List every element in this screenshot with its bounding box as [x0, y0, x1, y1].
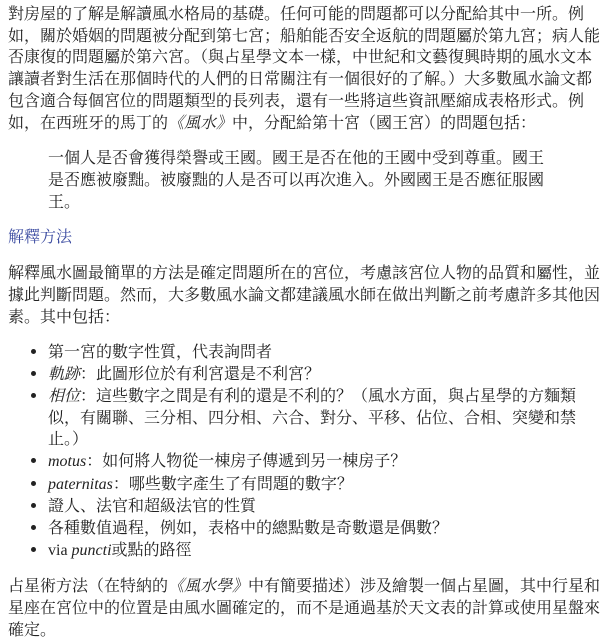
book-title: 《風水》	[168, 112, 233, 132]
item-text: ：這些數字之間是有利的還是不利的？（風水方面，與占星學的方麵類似，有關聯、三分相、四分相、六合、對分、平移、佔位、合相、突變和禁止。）	[48, 385, 577, 449]
item-term: motus	[48, 452, 87, 470]
item-text: ：如何將人物從一棟房子傳遞到另一棟房子？	[86, 450, 407, 470]
item-text: 第一宮的數字性質，代表詢問者	[48, 342, 273, 362]
list-item	[48, 363, 604, 385]
factor-list	[8, 341, 604, 561]
item-prefix: via	[48, 541, 72, 559]
item-text: ：此圖形位於有利宮還是不利宮？	[80, 364, 321, 384]
item-text: ：哪些數字產生了有問題的數字？	[112, 473, 353, 493]
list-item	[48, 517, 604, 539]
closing-paragraph	[8, 575, 604, 640]
item-term: 相位	[48, 385, 81, 405]
closing-text: 占星術方法（在特納的	[8, 576, 169, 596]
item-text: 各種數值過程，例如，表格中的總點數是奇數還是偶數？	[48, 518, 449, 538]
list-item	[48, 473, 604, 496]
item-text: 證人、法官和超級法官的性質	[48, 496, 257, 516]
intro-text: 對房屋的了解是解讀風水格局的基礎。任何可能的問題都可以分配給其中一所。例如，關於婚姻的問題被分配到第七宮；船舶能否安全返航的問題屬於第九宮；病人能否康復的問題屬於第六宮。（與占星學文本一樣，中世紀和文藝復興時期的風水文本讓讀者對生活在那個時代的人們的日常關注有一個很好的了解。）大多數風水論文都包含適合每個宮位的問題類型的長列表，還有一些將這些資訊壓縮成表格形式。例如，在西班牙的馬丁的	[8, 4, 601, 132]
item-term: puncti	[71, 541, 112, 559]
section-heading: 解釋方法	[8, 227, 73, 247]
method-paragraph: 解釋風水圖最簡單的方法是確定問題所在的宮位，考慮該宮位人物的品質和屬性，並據此判斷問題。然而，大多數風水論文都建議風水師在做出判斷之前考慮許多其他因素。其中包括：	[8, 263, 601, 326]
item-term: 軌跡	[48, 364, 81, 384]
closing-tail: 中有簡要描述）涉及繪製一個占星圖，其中行星和星座在宮位中的位置是由風水圖確定的，而不是通過基於天文表的計算或使用星盤來確定。	[8, 576, 601, 639]
list-item	[48, 341, 604, 363]
item-term: paternitas	[48, 475, 113, 493]
quote: 一個人是否會獲得榮譽或王國。國王是否在他的王國中受到尊重。國王是否應被廢黜。被廢黜的人是否可以再次進入。外國國王是否應征服國王。	[48, 148, 545, 211]
list-item	[48, 495, 604, 517]
book-title: 《風水學》	[168, 576, 249, 596]
intro-paragraph	[8, 3, 604, 133]
list-item	[48, 385, 604, 450]
list-item	[48, 450, 604, 473]
intro-tail: 中，分配給第十宮（國王宮）的問題包括：	[232, 112, 537, 132]
item-text: 或點的路徑	[111, 539, 192, 559]
list-item	[48, 539, 604, 562]
